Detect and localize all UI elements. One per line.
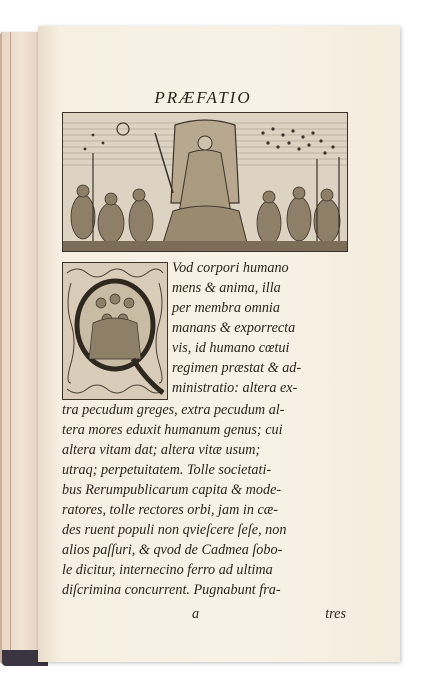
text-line: bus Rerumpublicarum capita & mode-	[62, 482, 282, 498]
text-line: per membra omnia	[172, 300, 280, 316]
text-line: diſcrimina concurrent. Pugnabunt fra-	[62, 582, 281, 598]
text-line: Vod corpori humano	[172, 260, 289, 276]
text-line: des ruent populi non qvieſcere ſeſe, non	[62, 522, 287, 538]
text-line: tera mores eduxit humanum genus; cui	[62, 422, 283, 438]
text-line: vis, id humano cœtui	[172, 340, 290, 356]
text-line: le dicitur, internecino ferro ad ultima	[62, 562, 273, 578]
signature-mark: a	[192, 606, 200, 622]
text-line: altera vitam dat; altera vitæ usum;	[62, 442, 261, 458]
text-line: mens & anima, illa	[172, 280, 281, 296]
decorated-initial-q	[62, 262, 168, 400]
text-line: regimen præstat & ad-	[172, 360, 302, 376]
text-line: ministratio: altera ex-	[172, 380, 298, 396]
text-line: manans & exporrecta	[172, 320, 296, 336]
text-line: ratores, tolle rectores orbi, jam in cæ-	[62, 502, 278, 518]
text-line: utraq; perpetuitatem. Tolle societati-	[62, 462, 272, 478]
engraving-illustration	[62, 112, 348, 252]
text-line: tra pecudum greges, extra pecudum al-	[62, 402, 285, 418]
text-line: alios paſſuri, & qvod de Cadmea ſobo-	[62, 542, 283, 558]
catchword: tres	[325, 606, 346, 622]
page-title: PRÆFATIO	[154, 88, 252, 107]
